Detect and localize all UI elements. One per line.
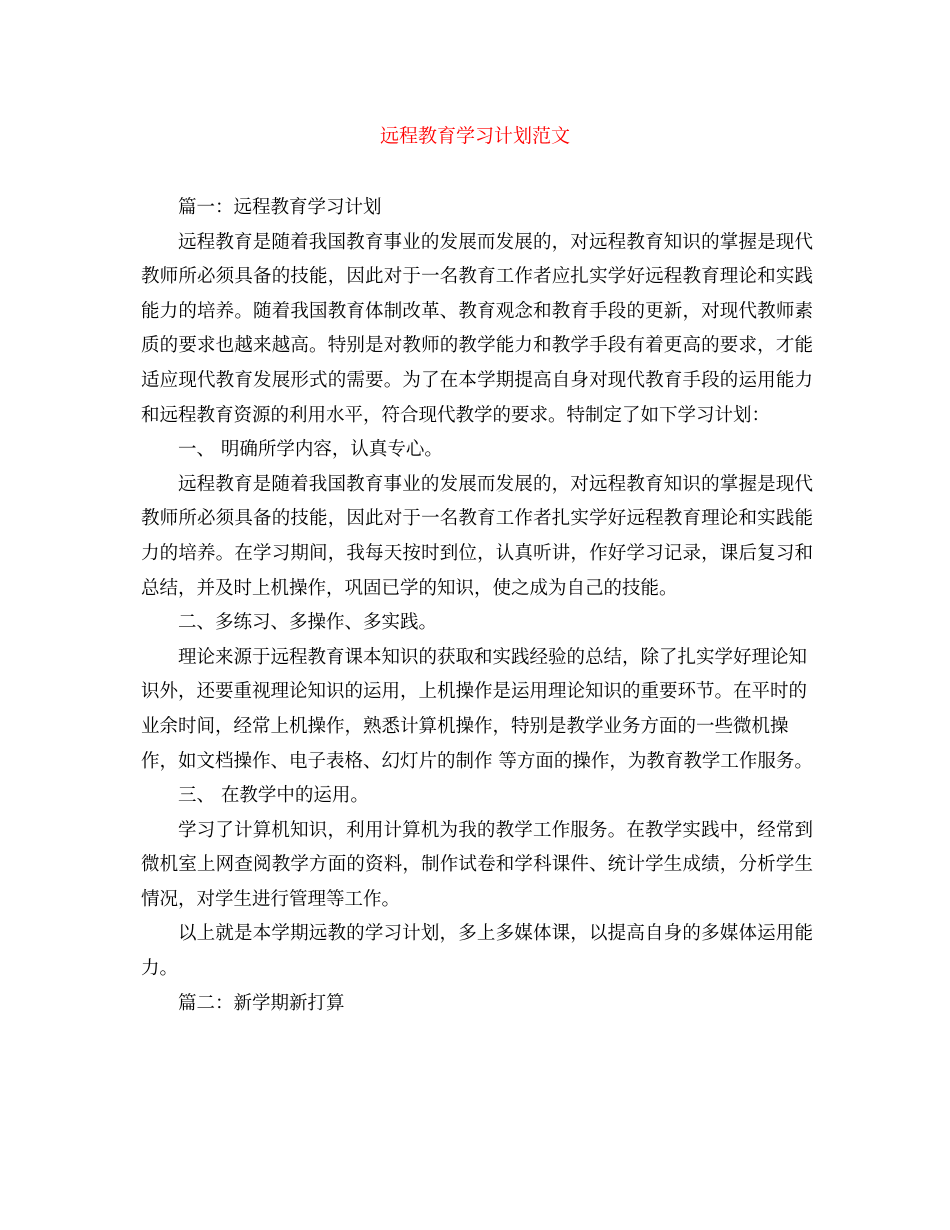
document-body (141, 191, 813, 1021)
section-heading-2: 篇二：新学期新打算 (178, 992, 345, 1014)
item-heading-3: 三、 在教学中的运用。 (178, 785, 369, 807)
section-heading-1: 篇一：远程教育学习计划 (178, 197, 382, 218)
summary-paragraph: 以上就是本学期远教的学习计划，多上多媒体课，以提高自身的多媒体运用能力。 (141, 923, 813, 980)
item-paragraph-1: 远程教育是随着我国教育事业的发展而发展的，对远程教育知识的掌握是现代教师所必须具备的技能，因此对于一名教育工作者扎实学好远程教育理论和实践能力的培养。在学习期间，我每天按时到位，认真听讲，作好学习记录，课后复习和总结，并及时上机操作，巩固已学的知识，使之成为自己的技能。 (141, 473, 813, 599)
item-heading-1: 一、 明确所学内容，认真专心。 (178, 439, 443, 461)
intro-paragraph: 远程教育是随着我国教育事业的发展而发展的，对远程教育知识的掌握是现代教师所必须具备的技能，因此对于一名教育工作者应扎实学好远程教育理论和实践能力的培养。随着我国教育体制改革、教育观念和教育手段的更新，对现代教师素质的要求也越来越高。特别是对教师的教学能力和教学手段有着更高的要求，才能适应现代教育发展形式的需要。为了在本学期提高自身对现代教育手段的运用能力和远程教育资源的利用水平，符合现代教学的要求。特制定了如下学习计划： (141, 231, 813, 426)
document-title: 远程教育学习计划范文 (379, 125, 570, 147)
item-paragraph-3: 学习了计算机知识，利用计算机为我的教学工作服务。在教学实践中，经常到微机室上网查阅教学方面的资料，制作试卷和学科课件、统计学生成绩，分析学生情况，对学生进行管理等工作。 (141, 819, 813, 910)
item-paragraph-2: 理论来源于远程教育课本知识的获取和实践经验的总结，除了扎实学好理论知识外，还要重视理论知识的运用，上机操作是运用理论知识的重要环节。在平时的业余时间，经常上机操作，熟悉计算机操作，特别是教学业务方面的一些微机操作，如文档操作、电子表格、幻灯片的制作 等方面的操作，为教育教学工作服务。 (141, 646, 813, 772)
item-heading-2: 二、多练习、多操作、多实践。 (178, 612, 438, 634)
